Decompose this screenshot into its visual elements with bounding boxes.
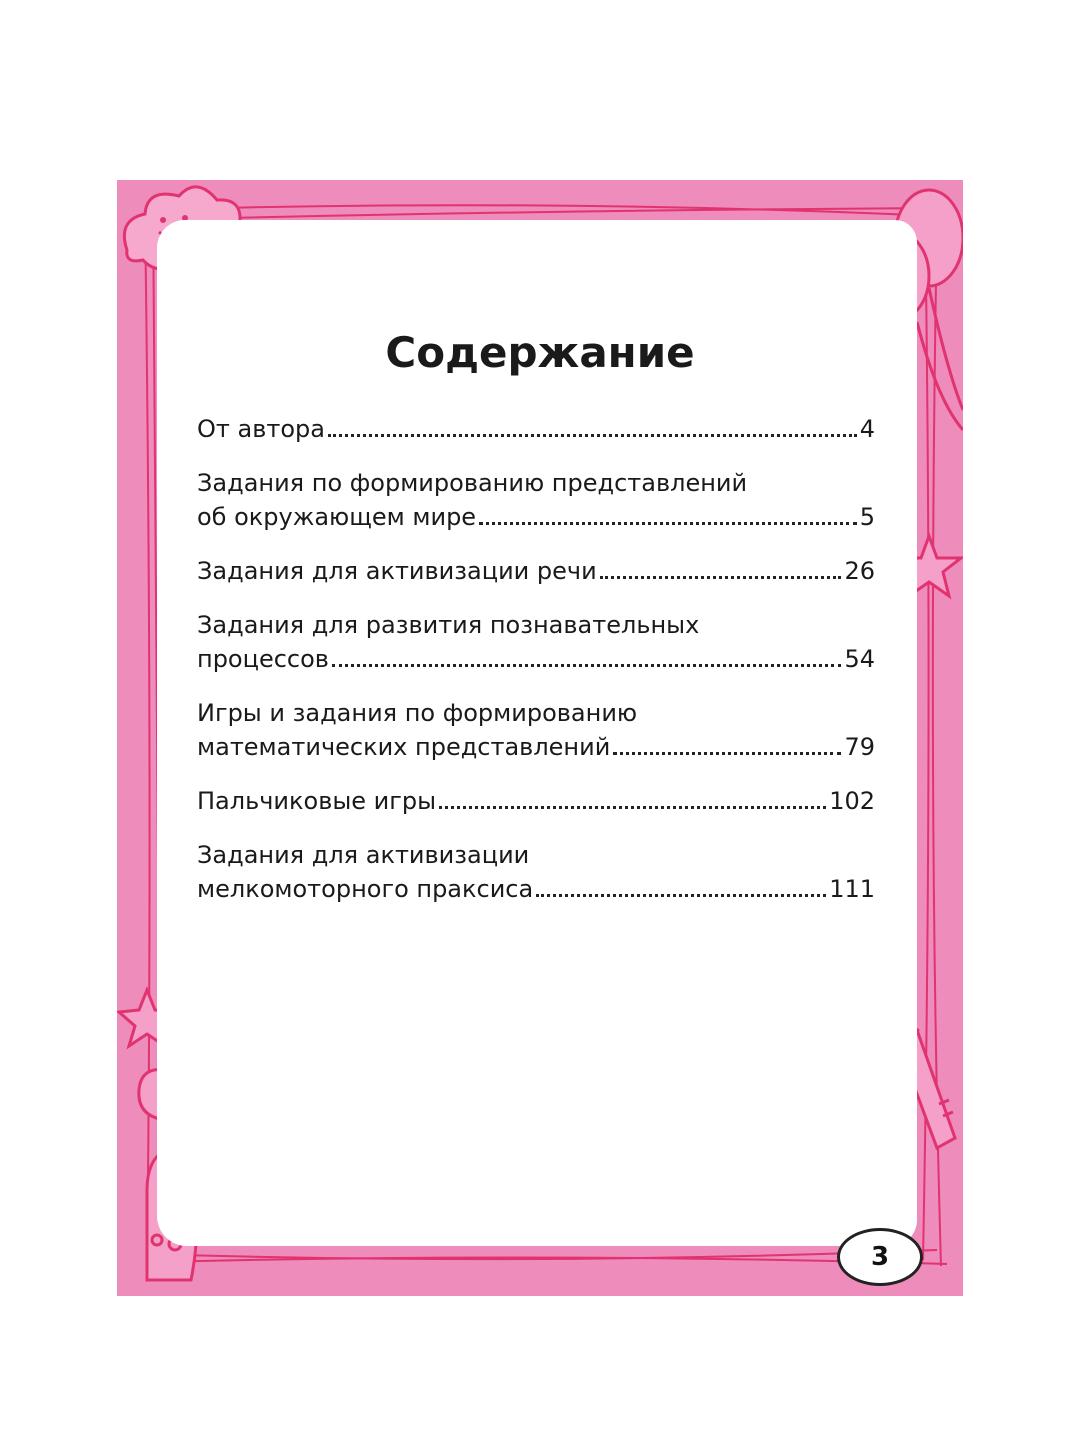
dot-leader bbox=[332, 664, 842, 667]
dot-leader bbox=[328, 434, 857, 437]
toc-page-number: 102 bbox=[829, 787, 875, 815]
page-title: Содержание bbox=[385, 328, 695, 377]
dot-leader bbox=[536, 894, 826, 897]
toc-entry-title: Задания для развития познавательных bbox=[197, 611, 700, 639]
toc-entry-line bbox=[197, 466, 875, 500]
toc-entry-line bbox=[197, 784, 875, 818]
toc-page-number: 54 bbox=[844, 645, 875, 673]
toc-entry-line bbox=[197, 608, 875, 642]
toc-entry[interactable] bbox=[197, 466, 875, 534]
toc-entry-line bbox=[197, 730, 875, 764]
toc-page-number: 26 bbox=[844, 557, 875, 585]
toc-entry-line bbox=[197, 642, 875, 676]
page-number-badge: 3 bbox=[837, 1228, 923, 1286]
toc-entry-line bbox=[197, 872, 875, 906]
table-of-contents bbox=[197, 412, 875, 926]
toc-entry-title: об окружающем мире bbox=[197, 503, 477, 531]
toc-entry[interactable] bbox=[197, 838, 875, 906]
toc-entry-title: Задания для активизации bbox=[197, 841, 530, 869]
toc-entry-title: мелкомоторного праксиса bbox=[197, 875, 534, 903]
toc-entry[interactable] bbox=[197, 608, 875, 676]
toc-entry[interactable] bbox=[197, 696, 875, 764]
toc-entry[interactable] bbox=[197, 554, 875, 588]
toc-entry-line bbox=[197, 554, 875, 588]
toc-entry-line bbox=[197, 412, 875, 446]
toc-entry-line bbox=[197, 838, 875, 872]
book-page bbox=[117, 180, 963, 1296]
toc-page-number: 79 bbox=[844, 733, 875, 761]
dot-leader bbox=[613, 752, 841, 755]
toc-page-number: 5 bbox=[859, 503, 875, 531]
toc-entry-title: Задания для активизации речи bbox=[197, 557, 597, 585]
toc-entry-title: математических представлений bbox=[197, 733, 611, 761]
toc-entry-line bbox=[197, 500, 875, 534]
toc-entry-title: От автора bbox=[197, 415, 325, 443]
toc-entry-title: Игры и задания по формированию bbox=[197, 699, 638, 727]
dot-leader bbox=[600, 576, 842, 579]
toc-page-number: 4 bbox=[859, 415, 875, 443]
toc-entry-line bbox=[197, 696, 875, 730]
dot-leader bbox=[439, 806, 826, 809]
toc-page-number: 111 bbox=[829, 875, 875, 903]
toc-entry-title: Задания по формированию представлений bbox=[197, 469, 748, 497]
toc-entry-title: Пальчиковые игры bbox=[197, 787, 437, 815]
toc-entry[interactable] bbox=[197, 412, 875, 446]
dot-leader bbox=[479, 522, 857, 525]
toc-entry[interactable] bbox=[197, 784, 875, 818]
toc-entry-title: процессов bbox=[197, 645, 329, 673]
